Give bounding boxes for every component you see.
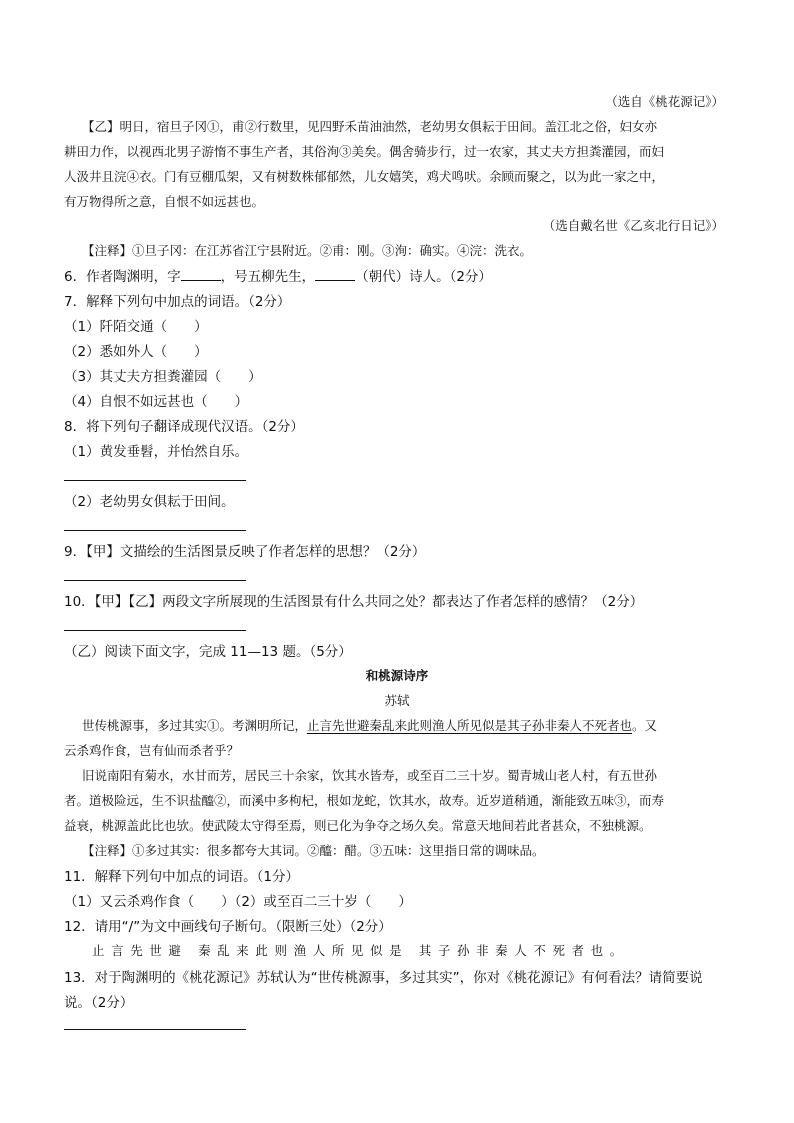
question-8-item-1: （1）黄发垂髫，并怡然自乐。 [64, 444, 249, 460]
section-b-heading: （乙）阅读下面文字，完成 11—13 题。（5分） [64, 644, 352, 660]
preface-line-2: 云杀鸡作食，岂有仙而杀者乎？ [64, 743, 240, 758]
question-8-stem: 8．将下列句子翻译成现代汉语。（2分） [64, 419, 304, 435]
question-8-item-2: （2）老幼男女俱耘于田间。 [64, 494, 235, 510]
question-6 [64, 265, 492, 285]
source-citation-daimingshi: （选自戴名世《乙亥北行日记》） [542, 218, 724, 233]
question-10: 10．【甲】【乙】两段文字所展现的生活图景有什么共同之处？都表达了作者怎样的感情？（2分） [64, 594, 644, 610]
answer-blank-courtesy-name[interactable] [181, 280, 221, 281]
source-citation-peach-blossom: （选自《桃花源记》） [605, 94, 724, 109]
answer-line-q13[interactable] [64, 1029, 246, 1030]
question-13-line-2: 说。（2分） [64, 995, 134, 1011]
preface-line-1 [82, 716, 657, 734]
question-7-item-2: （2）悉如外人（ ） [64, 344, 208, 360]
question-6-text-3: （朝代）诗人。（2分） [355, 269, 492, 285]
question-11-items: （1）又云杀鸡作食（ ）（2）或至百二三十岁（ ） [64, 894, 412, 910]
answer-line-q8-1[interactable] [64, 480, 246, 481]
poem-author: 苏轼 [384, 693, 410, 708]
underlined-sentence: 止言先世避秦乱来此则渔人所见似是其子孙非秦人不死者也 [307, 718, 633, 733]
poem-title: 和桃源诗序 [365, 668, 429, 683]
question-7-item-4: （4）自恨不如远甚也（ ） [64, 394, 249, 410]
question-7-stem: 7．解释下列句中加点的词语。（2分） [64, 294, 291, 310]
preface-line-5: 益衰，桃源盖此比也欤。使武陵太守得至焉，则已化为争夺之场久矣。常意天地间若此者甚众，不独桃源。 [64, 818, 652, 833]
question-6-text-2: ，号五柳先生， [220, 269, 316, 285]
preface-line-3: 旧说南阳有菊水，水甘而芳，居民三十余家，饮其水皆寿，或至百二三十岁。蜀青城山老人村，有五世孙 [82, 768, 658, 783]
answer-line-q9[interactable] [64, 580, 246, 581]
answer-blank-dynasty[interactable] [315, 280, 355, 281]
question-7-item-3: （3）其丈夫方担粪灌园（ ） [64, 369, 262, 385]
yi-passage-line-2: 耕田力作，以视西北男子游惰不事生产者，其俗洵③美矣。偶舍骑步行，过一农家，其丈夫方担粪灌园，而妇 [64, 144, 665, 159]
yi-passage-line-4: 有万物得所之意，自恨不如远甚也。 [64, 194, 265, 209]
preface-line-1-lead: 世传桃源事，多过其实①。考渊明所记， [82, 718, 308, 733]
question-12-sentence: 止言先世避 秦乱来此则渔人所见似是 其子孙非秦人不死者也。 [92, 943, 629, 958]
answer-line-q10[interactable] [64, 630, 246, 631]
preface-annotation: 【注释】①多过其实：很多都夸大其词。②醯：醋。③五味：这里指日常的调味品。 [82, 843, 545, 858]
yi-passage-line-1: 【乙】明日，宿旦子冈①，甫②行数里，见四野禾苗油油然，老幼男女俱耘于田间。盖江北之俗，妇女亦 [82, 119, 658, 134]
question-13-line-1: 13．对于陶渊明的《桃花源记》苏轼认为“世传桃源事，多过其实”，你对《桃花源记》有何看法？请简要说 [64, 970, 703, 986]
question-6-text-1: 6．作者陶渊明，字 [64, 269, 181, 285]
preface-line-1-tail: 。又 [632, 718, 658, 733]
question-9: 9．【甲】文描绘的生活图景反映了作者怎样的思想？（2分） [64, 544, 426, 560]
yi-annotation: 【注释】①旦子冈：在江苏省江宁县附近。②甫：刚。③洵：确实。④浣：洗衣。 [82, 243, 533, 258]
answer-line-q8-2[interactable] [64, 530, 246, 531]
yi-passage-line-3: 人汲井且浣④衣。门有豆棚瓜架，又有树数株郁郁然，儿女嬉笑，鸡犬鸣吠。余顾而聚之，以为此一家之中， [64, 169, 665, 184]
question-12-stem: 12．请用“/”为文中画线句子断句。（限断三处）（2分） [64, 919, 392, 935]
question-11-stem: 11．解释下列句中加点的词语。（1分） [64, 869, 300, 885]
question-7-item-1: （1）阡陌交通（ ） [64, 319, 208, 335]
preface-line-4: 者。道极险远，生不识盐醯②，而溪中多枸杞，根如龙蛇，饮其水，故寿。近岁道稍通，渐能致五味③，而寿 [64, 793, 665, 808]
